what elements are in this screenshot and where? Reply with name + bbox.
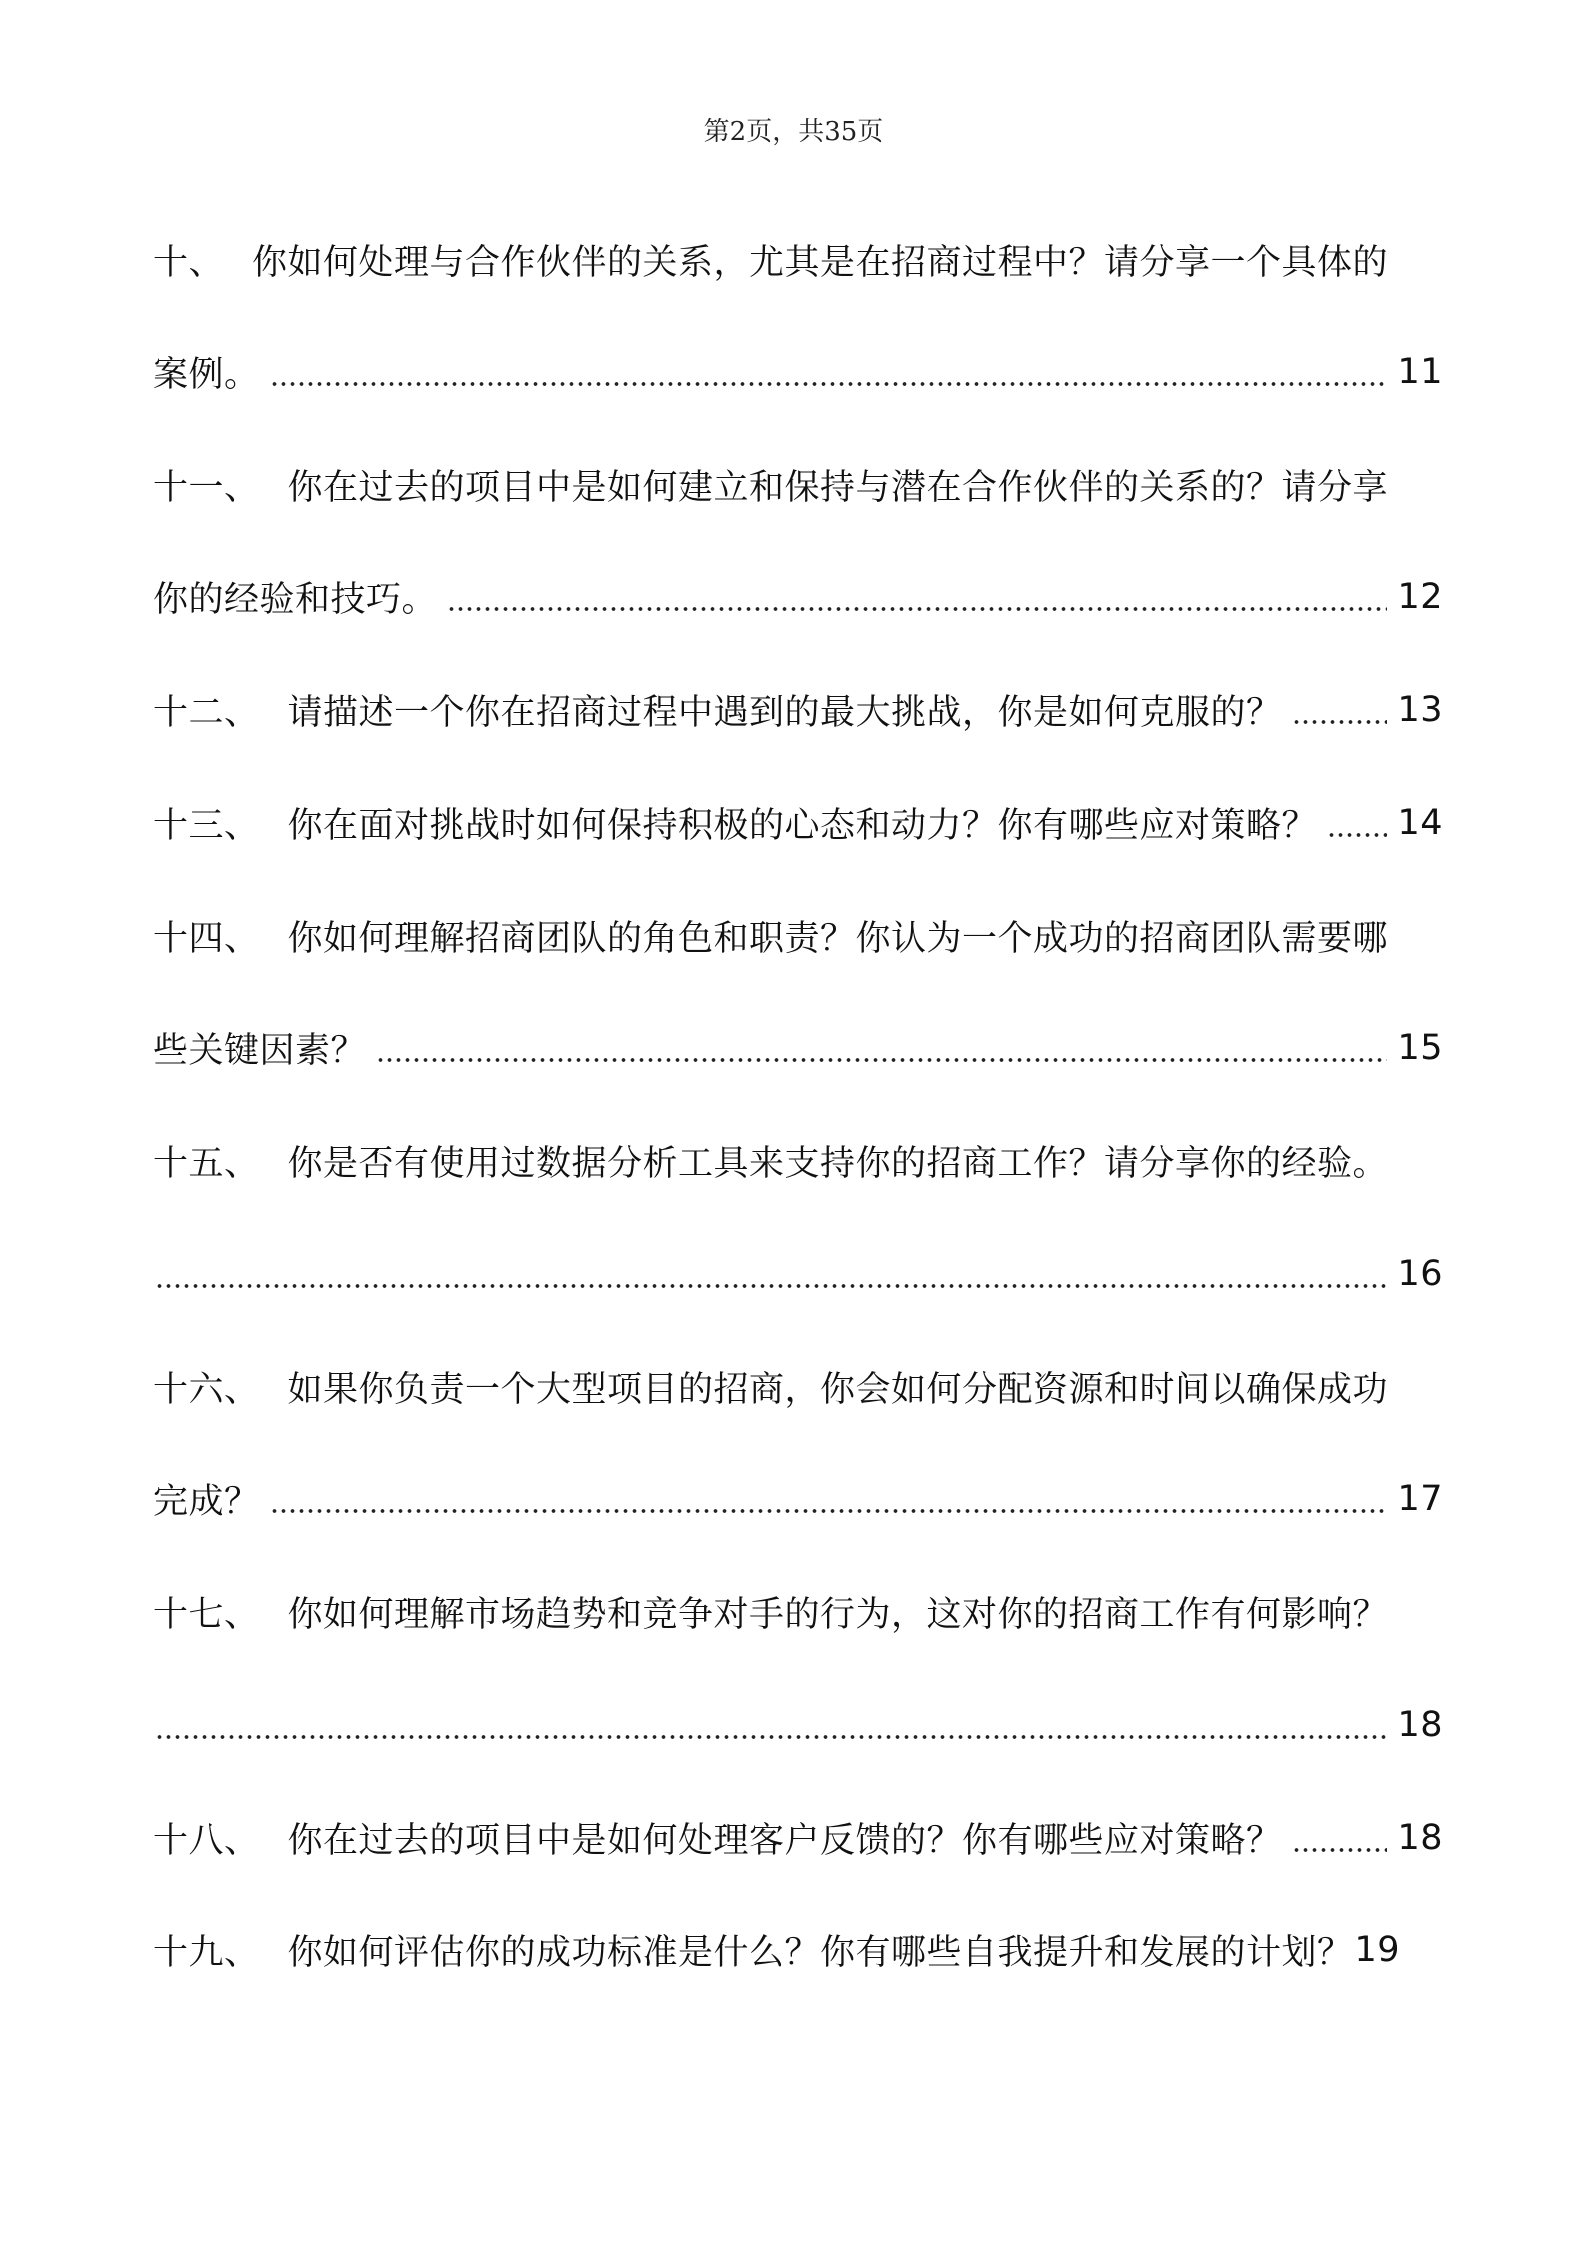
toc-page-number: 13 — [1397, 690, 1443, 730]
toc-page-number: 19 — [1354, 1930, 1401, 1970]
toc-page-number: 18 — [1397, 1818, 1443, 1858]
leader-dots — [1292, 1848, 1388, 1852]
toc-entry-title: 你在过去的项目中是如何处理客户反馈的？你有哪些应对策略？ — [287, 1821, 1282, 1861]
toc-entry-title: 你在面对挑战时如何保持积极的心态和动力？你有哪些应对策略？ — [287, 806, 1318, 846]
toc-page-number: 16 — [1397, 1254, 1443, 1294]
toc-entry-title-cont: 些关键因素？ — [153, 1031, 367, 1071]
toc-entry-19[interactable] — [153, 1920, 1443, 1980]
toc-entry-number: 十七、 — [153, 1595, 260, 1635]
toc-entry-title: 你如何理解市场趋势和竞争对手的行为，这对你的招商工作有何影响？ — [287, 1595, 1389, 1635]
leader-dots — [1292, 720, 1388, 724]
toc-entry-title-cont: 案例。 — [153, 355, 260, 395]
toc-page-number: 11 — [1397, 352, 1443, 392]
toc-entry-16-line2[interactable] — [153, 1469, 1443, 1529]
toc-entry-18[interactable] — [153, 1808, 1443, 1868]
toc-entry-number: 十二、 — [153, 693, 260, 733]
toc-entry-title: 你在过去的项目中是如何建立和保持与潜在合作伙伴的关系的？请分享 — [287, 468, 1389, 508]
toc-entry-number: 十八、 — [153, 1821, 260, 1861]
toc-entry-11-line1[interactable] — [153, 455, 1443, 515]
toc-entry-13[interactable] — [153, 793, 1443, 853]
leader-dots — [155, 1735, 1387, 1739]
toc-page-number: 17 — [1397, 1479, 1443, 1519]
toc-page-number: 15 — [1397, 1028, 1443, 1068]
toc-entry-title: 你是否有使用过数据分析工具来支持你的招商工作？请分享你的经验。 — [287, 1144, 1389, 1184]
toc-page-number: 14 — [1397, 803, 1443, 843]
toc-entry-10-line2[interactable] — [153, 342, 1443, 402]
toc-entry-16-line1[interactable] — [153, 1357, 1443, 1417]
toc-entry-title: 你如何处理与合作伙伴的关系，尤其是在招商过程中？请分享一个具体的 — [252, 243, 1389, 283]
toc-entry-11-line2[interactable] — [153, 567, 1443, 627]
toc-entry-number: 十、 — [153, 243, 225, 283]
toc-entry-number: 十六、 — [153, 1370, 260, 1410]
toc-entry-number: 十一、 — [153, 468, 260, 508]
toc-entry-title: 如果你负责一个大型项目的招商，你会如何分配资源和时间以确保成功 — [287, 1370, 1389, 1410]
toc-entry-title: 你如何评估你的成功标准是什么？你有哪些自我提升和发展的计划？ — [287, 1933, 1353, 1973]
toc-entry-number: 十五、 — [153, 1144, 260, 1184]
toc-entry-title-cont: 完成？ — [153, 1482, 260, 1522]
toc-entry-15-line1[interactable] — [153, 1131, 1443, 1191]
toc-entry-number: 十三、 — [153, 806, 260, 846]
toc-entry-title-cont: 你的经验和技巧。 — [153, 580, 438, 620]
toc-entry-17-line1[interactable] — [153, 1582, 1443, 1642]
toc-entry-title: 请描述一个你在招商过程中遇到的最大挑战，你是如何克服的？ — [287, 693, 1282, 733]
toc-entry-14-line2[interactable] — [153, 1018, 1443, 1078]
toc-page-number: 12 — [1397, 577, 1443, 617]
leader-dots — [270, 1509, 1388, 1513]
toc-entry-number: 十四、 — [153, 919, 260, 959]
leader-dots — [376, 1058, 1387, 1062]
leader-dots — [270, 382, 1388, 386]
toc-entry-15-line2[interactable] — [153, 1244, 1443, 1304]
toc-entry-number: 十九、 — [153, 1933, 260, 1973]
toc-entry-title: 你如何理解招商团队的角色和职责？你认为一个成功的招商团队需要哪 — [287, 919, 1389, 959]
toc-entry-12[interactable] — [153, 680, 1443, 740]
toc-page-number: 18 — [1397, 1705, 1443, 1745]
toc-entry-14-line1[interactable] — [153, 906, 1443, 966]
leader-dots — [447, 607, 1387, 611]
page-indicator: 第2页，共35页 — [703, 117, 884, 147]
toc-entry-10-line1[interactable] — [153, 230, 1443, 290]
leader-dots — [155, 1284, 1387, 1288]
toc-entry-17-line2[interactable] — [153, 1695, 1443, 1755]
leader-dots — [1327, 833, 1387, 837]
